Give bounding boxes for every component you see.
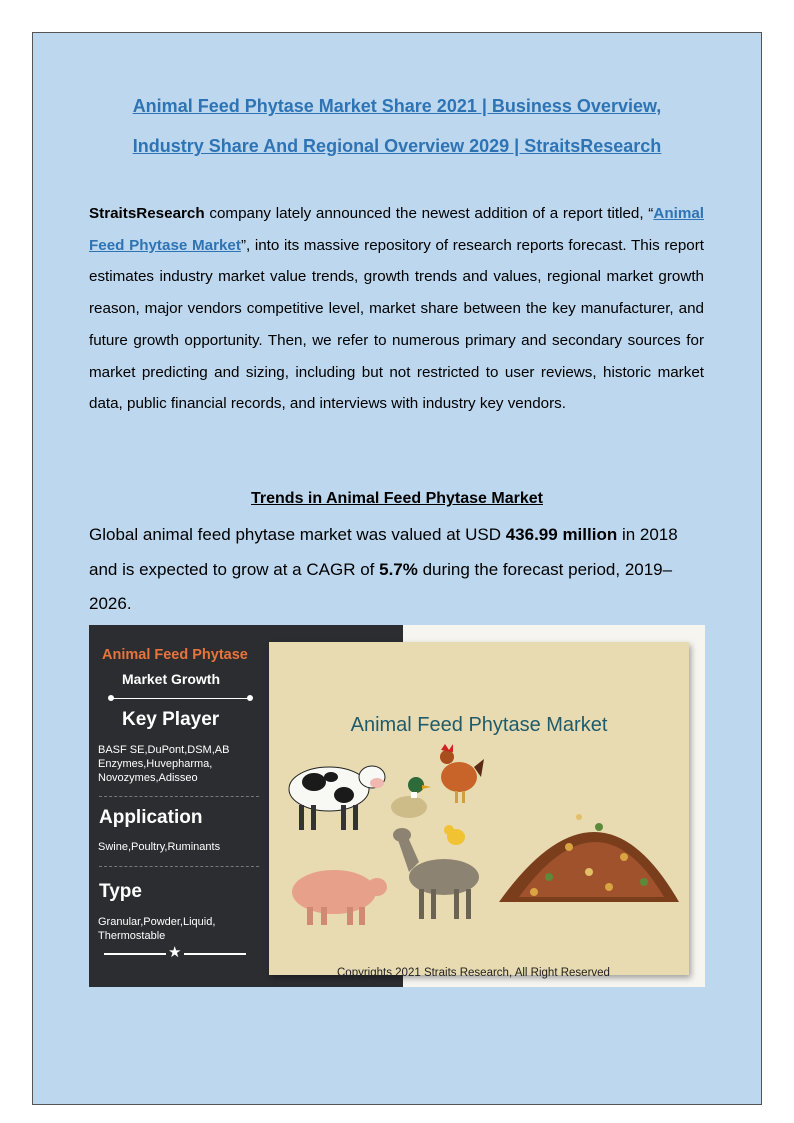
page-title-line-2[interactable]: Industry Share And Regional Overview 2029 | StraitsResearch: [132, 136, 662, 156]
application-heading: Application: [99, 807, 203, 828]
key-player-line-1: BASF SE,DuPont,DSM,AB: [98, 744, 230, 756]
report-link[interactable]: Animal Feed Phytase Market: [89, 205, 704, 254]
rooster-icon: [440, 744, 484, 803]
feed-pile-icon: [499, 814, 679, 902]
type-line-2: Thermostable: [98, 930, 166, 942]
trends-text-1: Global animal feed phytase market was valued at USD: [89, 525, 506, 544]
key-player-line-2: Enzymes,Huvepharma,: [98, 758, 213, 770]
key-player-heading: Key Player: [122, 709, 220, 730]
section-divider: [99, 866, 259, 867]
card-title: Animal Feed Phytase Market: [350, 714, 608, 736]
application-text: Swine,Poultry,Ruminants: [98, 841, 221, 853]
intro-paragraph: [89, 198, 704, 420]
infographic-subtitle: Market Growth: [122, 671, 221, 687]
company-name: StraitsResearch: [89, 205, 205, 222]
footer-rule-right: [184, 953, 246, 955]
page-title-line-1[interactable]: Animal Feed Phytase Market Share 2021 | Business Overview,: [132, 96, 662, 116]
type-line-1: Granular,Powder,Liquid,: [98, 916, 216, 928]
rule-dot-left: [108, 695, 114, 701]
trends-text-3: during the forecast period, 2019–2026.: [89, 559, 673, 613]
key-player-line-3: Novozymes,Adisseo: [98, 772, 198, 784]
cow-icon: [289, 766, 385, 830]
infographic-title: Animal Feed Phytase: [102, 647, 248, 663]
animal-illustration: [269, 737, 689, 967]
copyright-notice: Copyrights 2021 Straits Research, All Right Reserved: [337, 967, 610, 979]
duck-icon: [391, 777, 431, 818]
type-heading: Type: [99, 881, 142, 902]
trends-text-2: in 2018 and is expected to grow at a CAGR of: [89, 525, 678, 579]
market-value: 436.99 million: [505, 525, 618, 544]
market-infographic: [89, 625, 705, 987]
subtitle-rule: [110, 698, 250, 699]
trends-paragraph: [89, 518, 689, 622]
trends-heading: Trends in Animal Feed Phytase Market: [251, 490, 543, 507]
intro-text-1: company lately announced the newest addition of a report titled, “: [204, 205, 654, 222]
section-divider: [99, 796, 259, 797]
donkey-icon: [393, 828, 479, 919]
intro-text-2: ”, into its massive repository of research reports forecast. This report estimates industry market value trends, growth trends and values, regional market growth reason, major vendors competitive level, market share between the key manufacturer, and future growth opportunity. Then, we refer to numerous primary and secondary sources for market predicting and sizing, including but not restricted to user reviews, historic market data, public financial records, and interviews with industry key vendors.: [89, 236, 704, 413]
infographic-card: [269, 642, 689, 979]
star-icon: ★: [168, 944, 182, 961]
pig-icon: [292, 870, 387, 925]
cagr-value: 5.7%: [379, 559, 418, 579]
chick-icon: [444, 825, 465, 845]
footer-rule-left: [104, 953, 166, 955]
rule-dot-right: [247, 695, 253, 701]
